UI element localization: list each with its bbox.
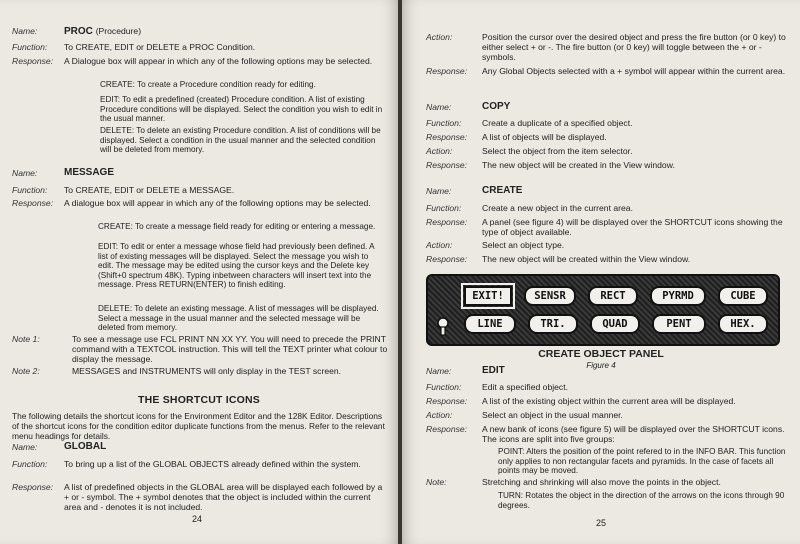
copy-response: A list of objects will be displayed. [482,132,607,142]
left-page [0,0,398,544]
response-label: Response: [426,66,468,76]
proc-name: PROC [64,26,93,37]
function-label: Function: [12,42,48,52]
sensor-button[interactable]: SENSR [524,286,576,306]
name-label: Name: [12,442,38,452]
proc-delete: DELETE: To delete an existing Procedure condition. A list of conditions will be displayed. Select a condition in the usual manner and the selected condition will be deleted from memory. [100,126,381,155]
edit-point: POINT: Alters the position of the point refered to in the INFO BAR. This function only applies to non rectangular facets and pyramids. In the case of facets all points may be moved. [498,447,786,476]
name-label: Name: [12,26,38,36]
function-label: Function: [426,118,462,128]
proc-name-suffix: (Procedure) [95,26,142,36]
global-response2-row [426,66,786,76]
edit-turn: TURN: Rotates the object in the direction of the arrows on the icons through 90 degrees. [498,491,785,510]
quad-button[interactable]: QUAD [590,314,640,334]
global-name: GLOBAL [64,441,107,452]
create-name: CREATE [482,185,523,196]
message-edit: EDIT: To edit or enter a message whose field had previously been defined. A list of existing messages will be displayed. Select the message you wish to edit. The message may be edited using the cursor keys and the Delete key (Shift+0 spectrum 48K). Typing inbetween characters will insert text into the message. Press RETURN(ENTER) to finish editing. [98,242,375,290]
shortcut-icons-heading: THE SHORTCUT ICONS [137,394,261,406]
edit-note-row [426,477,786,487]
copy-name-row [426,102,786,112]
create-response-row [426,217,786,237]
edit-note: Stretching and shrinking will also move the points in the object. [482,477,721,487]
rectangle-button[interactable]: RECT [588,286,638,306]
function-label: Function: [426,382,462,392]
action-label: Action: [426,410,453,420]
edit-function-row [426,382,786,392]
right-page [402,0,800,544]
create-name-row [426,186,786,196]
global-response-row [12,482,388,512]
create-function: Create a new object in the current area. [482,203,633,213]
copy-response2: The new object will be created in the View window. [482,160,675,170]
edit-response: A list of the existing object within the current area will be displayed. [482,396,736,406]
note-label: Note: [426,477,447,487]
copy-action: Select the object from the item selector. [482,146,633,156]
message-response: A dialogue box will appear in which any of the following options may be selected. [64,198,371,208]
global-action-row [426,32,786,62]
note1-row [12,334,388,364]
name-label: Name: [426,186,452,196]
global-name-row [12,442,388,452]
response-label: Response: [426,424,468,434]
response-label: Response: [426,217,468,227]
hexagon-button[interactable]: HEX. [718,314,768,334]
message-function-row [12,185,388,195]
copy-function: Create a duplicate of a specified object. [482,118,633,128]
note1-text: To see a message use FCL PRINT NN XX YY. You will need to precede the PRINT command with a TEXTCOL instruction. This will tell the TEXT printer what colour to display the message. [72,334,388,364]
response-label: Response: [426,132,468,142]
pyramid-button[interactable]: PYRMD [650,286,706,306]
message-delete: DELETE: To delete an existing message. A list of messages will be displayed. Select a message in the usual manner and the selected message will be deleted from memory. [98,304,379,333]
global-response2: Any Global Objects selected with a + symbol will appear within the current area. [482,66,786,76]
function-label: Function: [12,185,48,195]
global-function-row [12,459,388,469]
response-label: Response: [426,254,468,264]
create-action: Select an object type. [482,240,565,250]
response-label: Response: [426,160,468,170]
panel-caption: CREATE OBJECT PANEL [538,348,664,360]
proc-function-row [12,42,388,52]
message-create: CREATE: To create a message field ready for editing or entering a message. [98,222,376,231]
copy-function-row [426,118,786,128]
pentagon-button[interactable]: PENT [652,314,706,334]
exit-button[interactable]: EXIT! [464,286,512,306]
edit-action: Select an object in the usual manner. [482,410,623,420]
response-label: Response: [426,396,468,406]
page-number-left: 24 [192,514,203,524]
edit-function: Edit a specified object. [482,382,568,392]
action-label: Action: [426,32,453,42]
create-action-row [426,240,786,250]
line-button[interactable]: LINE [464,314,516,334]
edit-response2: A new bank of icons (see figure 5) will be displayed over the SHORTCUT icons. The icons are split into five groups: [482,424,785,444]
proc-edit: EDIT: To edit a predefined (created) Procedure condition. A list of existing Procedure conditions will be displayed. Select the condition you wish to edit in the usual manner. [100,95,383,124]
create-response2: The new object will be created within the View window. [482,254,691,264]
proc-create: CREATE: To create a Procedure condition ready for editing. [100,80,316,89]
message-name: MESSAGE [64,167,115,178]
note2-label: Note 2: [12,366,40,376]
triangle-button[interactable]: TRI. [528,314,578,334]
name-label: Name: [426,102,452,112]
create-function-row [426,203,786,213]
copy-response-row [426,132,786,142]
figure-caption: Figure 4 [586,361,616,370]
cube-button[interactable]: CUBE [718,286,768,306]
name-label: Name: [426,366,452,376]
copy-action-row [426,146,786,156]
edit-name-row [426,366,786,376]
global-function: To bring up a list of the GLOBAL OBJECTS already defined within the system. [64,459,361,469]
create-response2-row [426,254,786,264]
page-number-right: 25 [596,518,607,528]
response-label: Response: [12,198,54,208]
create-object-panel [426,274,780,346]
message-function: To CREATE, EDIT or DELETE a MESSAGE. [64,185,235,195]
edit-action-row [426,410,786,420]
copy-response2-row [426,160,786,170]
proc-name-row [12,26,388,37]
action-label: Action: [426,240,453,250]
note1-label: Note 1: [12,334,40,344]
response-label: Response: [12,482,54,492]
proc-function: To CREATE, EDIT or DELETE a PROC Condition. [64,42,256,52]
create-response: A panel (see figure 4) will be displayed over the SHORTCUT icons showing the type of object available. [482,217,783,237]
function-label: Function: [426,203,462,213]
message-name-row [12,168,388,178]
edit-name: EDIT [482,365,505,376]
global-action: Position the cursor over the desired object and press the fire button (or 0 key) to either select + or -. The fire button (or 0 key) will toggle between the + or - symbols. [482,32,786,62]
shortcut-intro: The following details the shortcut icons for the Environment Editor and the 128K Editor. Descriptions of the shortcut icons for the condition editor duplicate functions from the menus. Refer to the relevant menu headings for details. [12,411,385,441]
edit-response2-row [426,424,786,444]
note2-row [12,366,388,376]
proc-response: A Dialogue box will appear in which any of the following options may be selected. [64,56,373,66]
name-label: Name: [12,168,38,178]
proc-response-row [12,56,388,66]
object-cursor-icon [436,316,450,336]
response-label: Response: [12,56,54,66]
function-label: Function: [12,459,48,469]
edit-response-row [426,396,786,406]
message-response-row [12,198,388,208]
global-response: A list of predefined objects in the GLOBAL area will be displayed each followed by a + or - symbol. The + symbol denotes that the object is included within the current area and - denotes it is not included. [64,482,383,512]
note2-text: MESSAGES and INSTRUMENTS will only display in the TEST screen. [72,366,342,376]
action-label: Action: [426,146,453,156]
copy-name: COPY [482,101,511,112]
